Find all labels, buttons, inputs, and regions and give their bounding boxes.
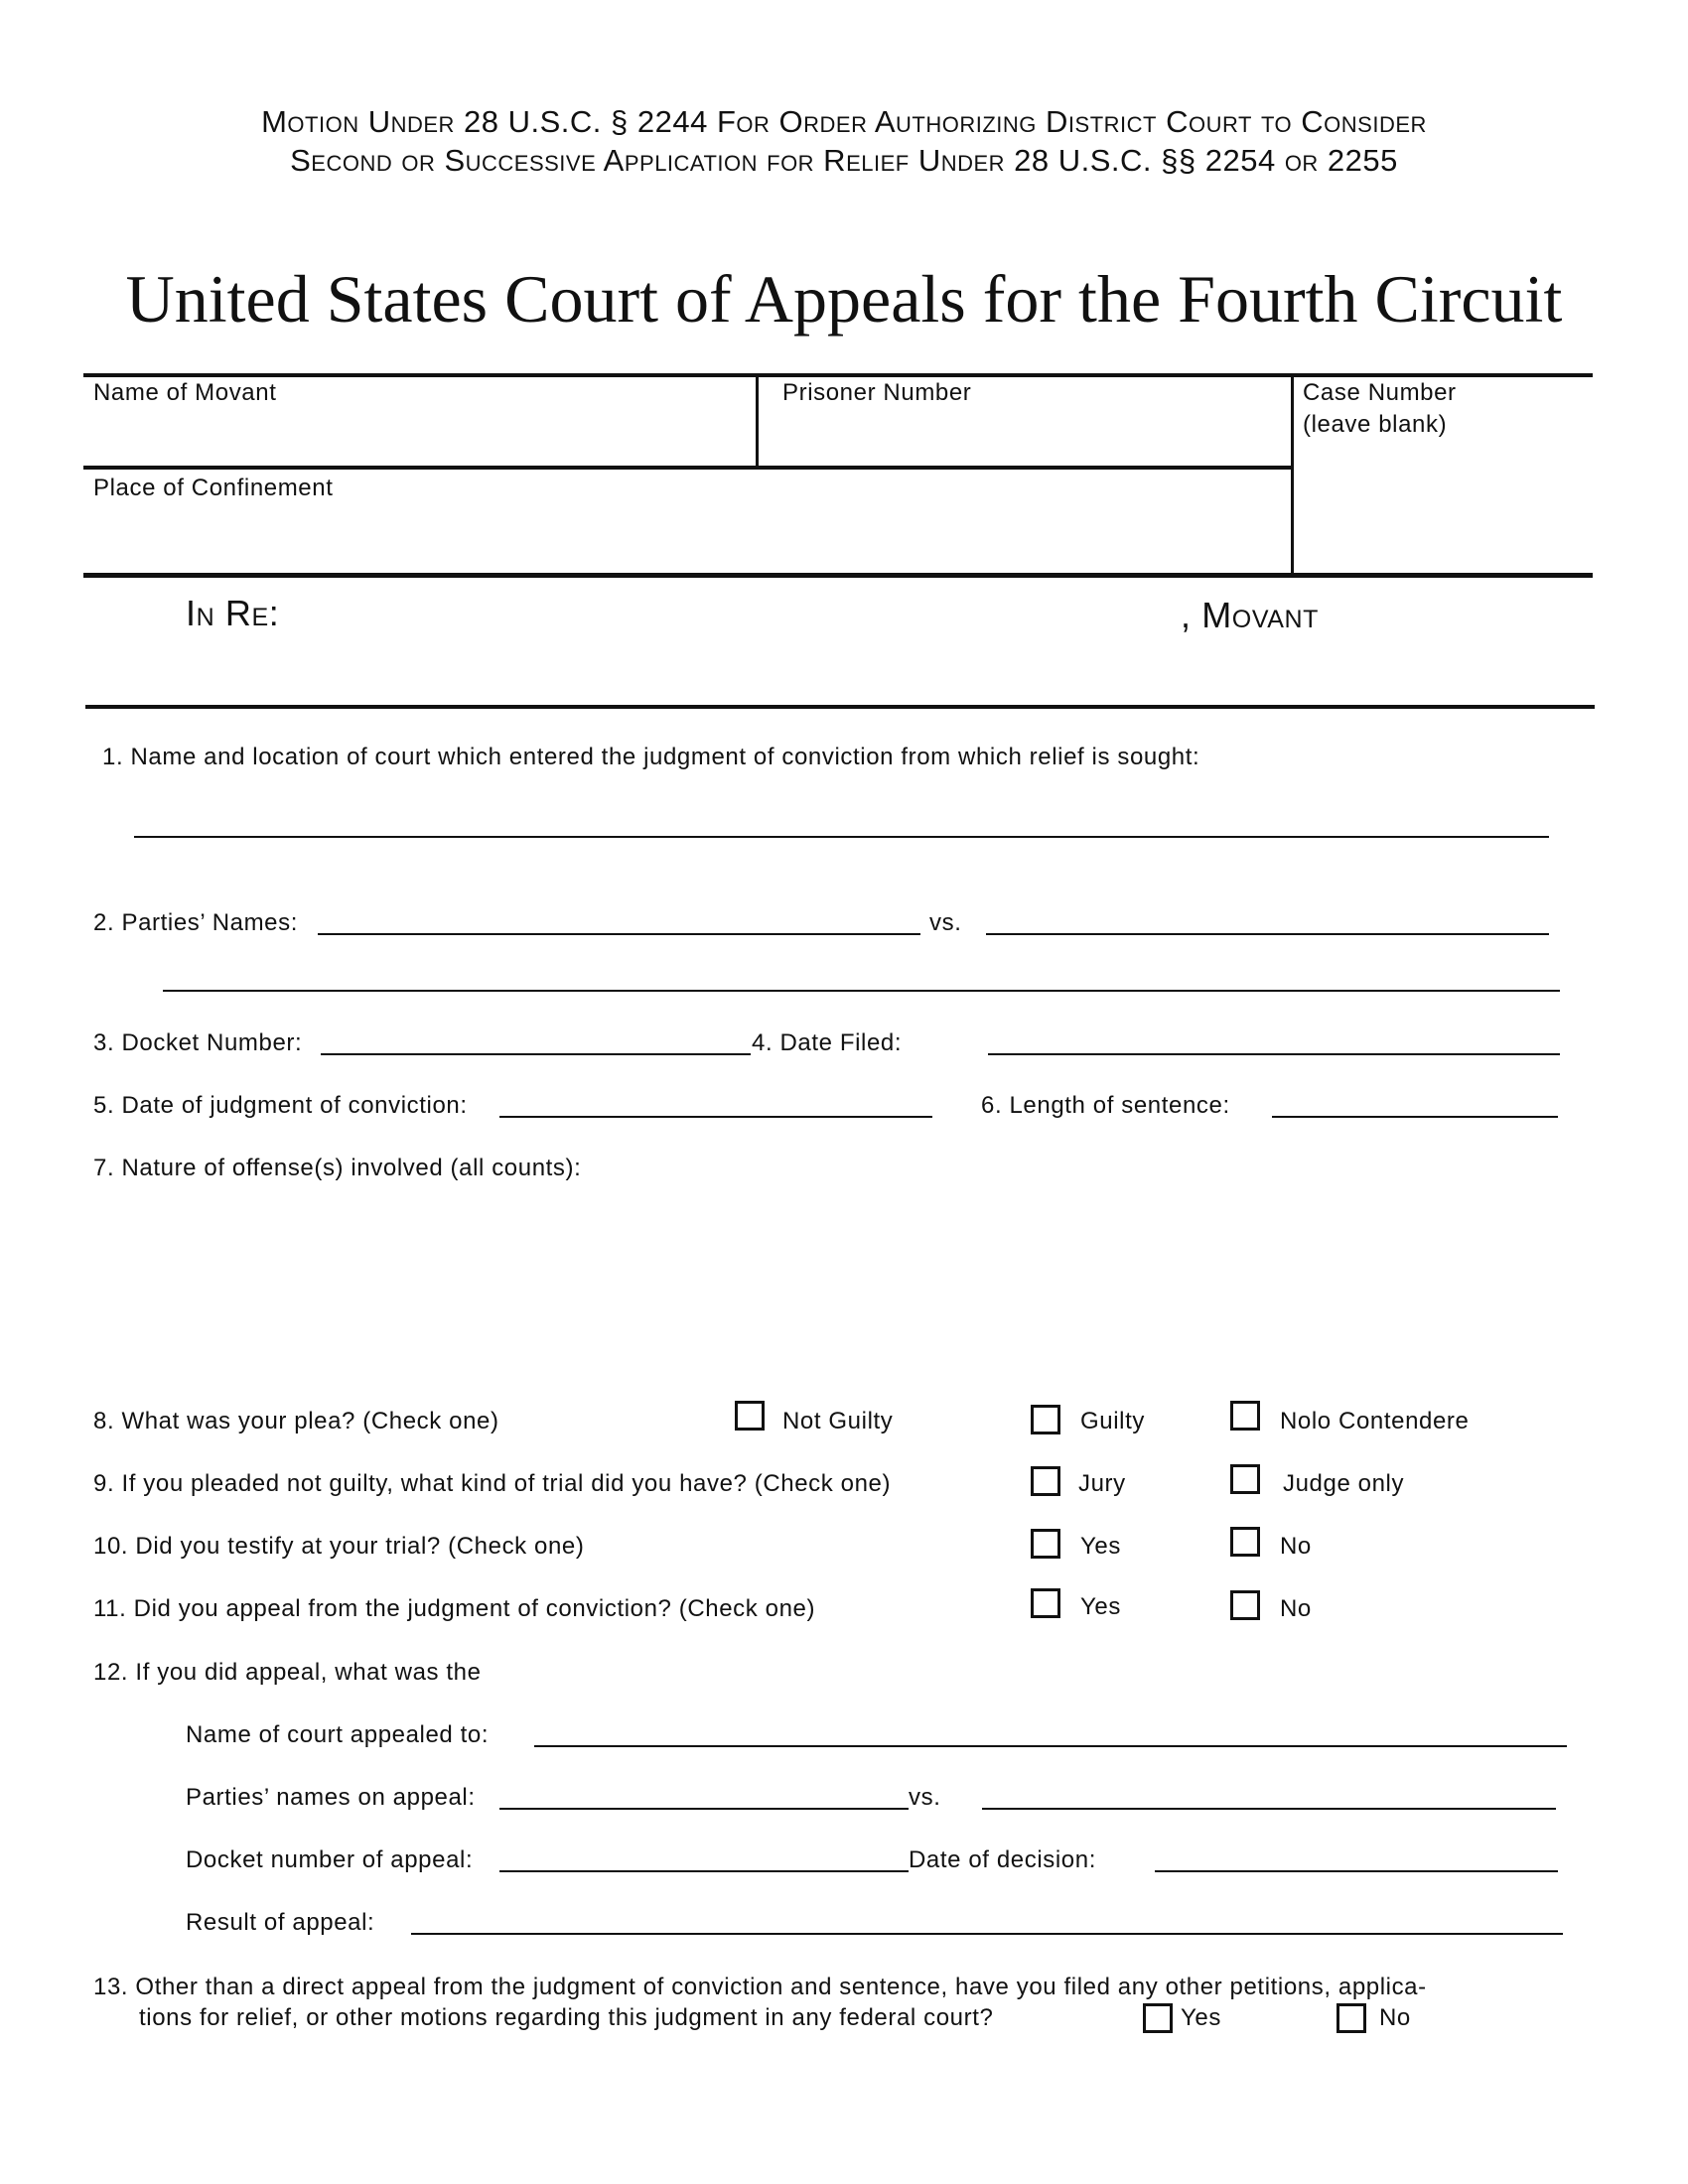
q13-line-1: 13. Other than a direct appeal from the judgment of conviction and sentence, have you filed any other petitions, applica- bbox=[93, 1974, 1427, 2000]
page-title: United States Court of Appeals for the Fourth Circuit bbox=[125, 261, 1563, 337]
guilty-label: Guilty bbox=[1080, 1408, 1145, 1434]
q12-label: 12. If you did appeal, what was the bbox=[93, 1659, 482, 1686]
other-petitions-no-checkbox[interactable] bbox=[1336, 2003, 1366, 2033]
appeal-no-checkbox[interactable] bbox=[1230, 1590, 1260, 1620]
q6-label: 6. Length of sentence: bbox=[981, 1092, 1230, 1119]
jury-label: Jury bbox=[1078, 1470, 1126, 1497]
appeal-vs: vs. bbox=[909, 1784, 941, 1811]
q2-party1-line[interactable] bbox=[318, 933, 920, 935]
q2-label: 2. Parties’ Names: bbox=[93, 909, 298, 936]
in-re-label: In Re: bbox=[186, 593, 280, 633]
divider bbox=[1291, 375, 1294, 577]
guilty-checkbox[interactable] bbox=[1031, 1405, 1060, 1434]
case-number-label: Case Number bbox=[1303, 379, 1457, 406]
divider bbox=[756, 375, 759, 469]
q3-label: 3. Docket Number: bbox=[93, 1029, 303, 1056]
appeal-yes-label: Yes bbox=[1080, 1593, 1121, 1620]
q8-label: 8. What was your plea? (Check one) bbox=[93, 1408, 499, 1434]
date-of-decision-line[interactable] bbox=[1155, 1870, 1558, 1872]
header-line-1: Motion Under 28 U.S.C. § 2244 For Order Authorizing District Court to Consider bbox=[261, 104, 1427, 139]
nolo-contendere-checkbox[interactable] bbox=[1230, 1401, 1260, 1431]
q13-line-2: tions for relief, or other motions regarding this judgment in any federal court? bbox=[139, 2004, 994, 2031]
testify-no-label: No bbox=[1280, 1533, 1312, 1560]
q2-vs: vs. bbox=[929, 909, 962, 936]
divider bbox=[83, 573, 1593, 578]
judge-only-label: Judge only bbox=[1283, 1470, 1405, 1497]
appeal-no-label: No bbox=[1280, 1595, 1312, 1622]
testify-no-checkbox[interactable] bbox=[1230, 1527, 1260, 1557]
q9-label: 9. If you pleaded not guilty, what kind of trial did you have? (Check one) bbox=[93, 1470, 892, 1497]
other-petitions-yes-checkbox[interactable] bbox=[1143, 2003, 1173, 2033]
nolo-contendere-label: Nolo Contendere bbox=[1280, 1408, 1470, 1434]
not-guilty-label: Not Guilty bbox=[782, 1408, 894, 1434]
prisoner-number-field[interactable]: Prisoner Number bbox=[782, 379, 972, 406]
q1-input-line[interactable] bbox=[134, 836, 1549, 838]
header-line-2: Second or Successive Application for Relief Under 28 U.S.C. §§ 2254 or 2255 bbox=[290, 143, 1398, 178]
result-of-appeal-label: Result of appeal: bbox=[186, 1909, 375, 1936]
appeal-yes-checkbox[interactable] bbox=[1031, 1588, 1060, 1618]
date-of-judgment-line[interactable] bbox=[499, 1116, 932, 1118]
other-petitions-no-label: No bbox=[1379, 2004, 1411, 2031]
docket-appeal-line[interactable] bbox=[499, 1870, 909, 1872]
divider bbox=[83, 373, 1593, 377]
parties-on-appeal-label: Parties’ names on appeal: bbox=[186, 1784, 476, 1811]
court-appealed-line[interactable] bbox=[534, 1745, 1567, 1747]
divider bbox=[83, 466, 1292, 470]
name-of-movant-field[interactable]: Name of Movant bbox=[93, 379, 277, 406]
testify-yes-checkbox[interactable] bbox=[1031, 1529, 1060, 1559]
movant-label: , Movant bbox=[1181, 595, 1320, 635]
q1-label: 1. Name and location of court which entered the judgment of conviction from which relief is sought: bbox=[102, 744, 1200, 770]
case-number-note: (leave blank) bbox=[1303, 411, 1448, 438]
q7-label: 7. Nature of offense(s) involved (all counts): bbox=[93, 1155, 582, 1181]
jury-checkbox[interactable] bbox=[1031, 1466, 1060, 1496]
q4-label: 4. Date Filed: bbox=[752, 1029, 903, 1056]
judge-only-checkbox[interactable] bbox=[1230, 1464, 1260, 1494]
place-of-confinement-field[interactable]: Place of Confinement bbox=[93, 475, 334, 501]
date-filed-line[interactable] bbox=[988, 1053, 1560, 1055]
q10-label: 10. Did you testify at your trial? (Check one) bbox=[93, 1533, 585, 1560]
other-petitions-yes-label: Yes bbox=[1181, 2004, 1221, 2031]
q2-continued-line[interactable] bbox=[163, 990, 1560, 992]
length-of-sentence-line[interactable] bbox=[1272, 1116, 1558, 1118]
testify-yes-label: Yes bbox=[1080, 1533, 1121, 1560]
q11-label: 11. Did you appeal from the judgment of conviction? (Check one) bbox=[93, 1595, 816, 1622]
q2-party2-line[interactable] bbox=[986, 933, 1549, 935]
appeal-party1-line[interactable] bbox=[499, 1808, 909, 1810]
not-guilty-checkbox[interactable] bbox=[735, 1401, 765, 1431]
appeal-party2-line[interactable] bbox=[982, 1808, 1556, 1810]
divider bbox=[85, 705, 1595, 709]
docket-appeal-label: Docket number of appeal: bbox=[186, 1846, 474, 1873]
date-of-decision-label: Date of decision: bbox=[909, 1846, 1096, 1873]
q5-label: 5. Date of judgment of conviction: bbox=[93, 1092, 468, 1119]
result-of-appeal-line[interactable] bbox=[411, 1933, 1563, 1935]
docket-number-line[interactable] bbox=[321, 1053, 751, 1055]
court-appealed-label: Name of court appealed to: bbox=[186, 1721, 490, 1748]
